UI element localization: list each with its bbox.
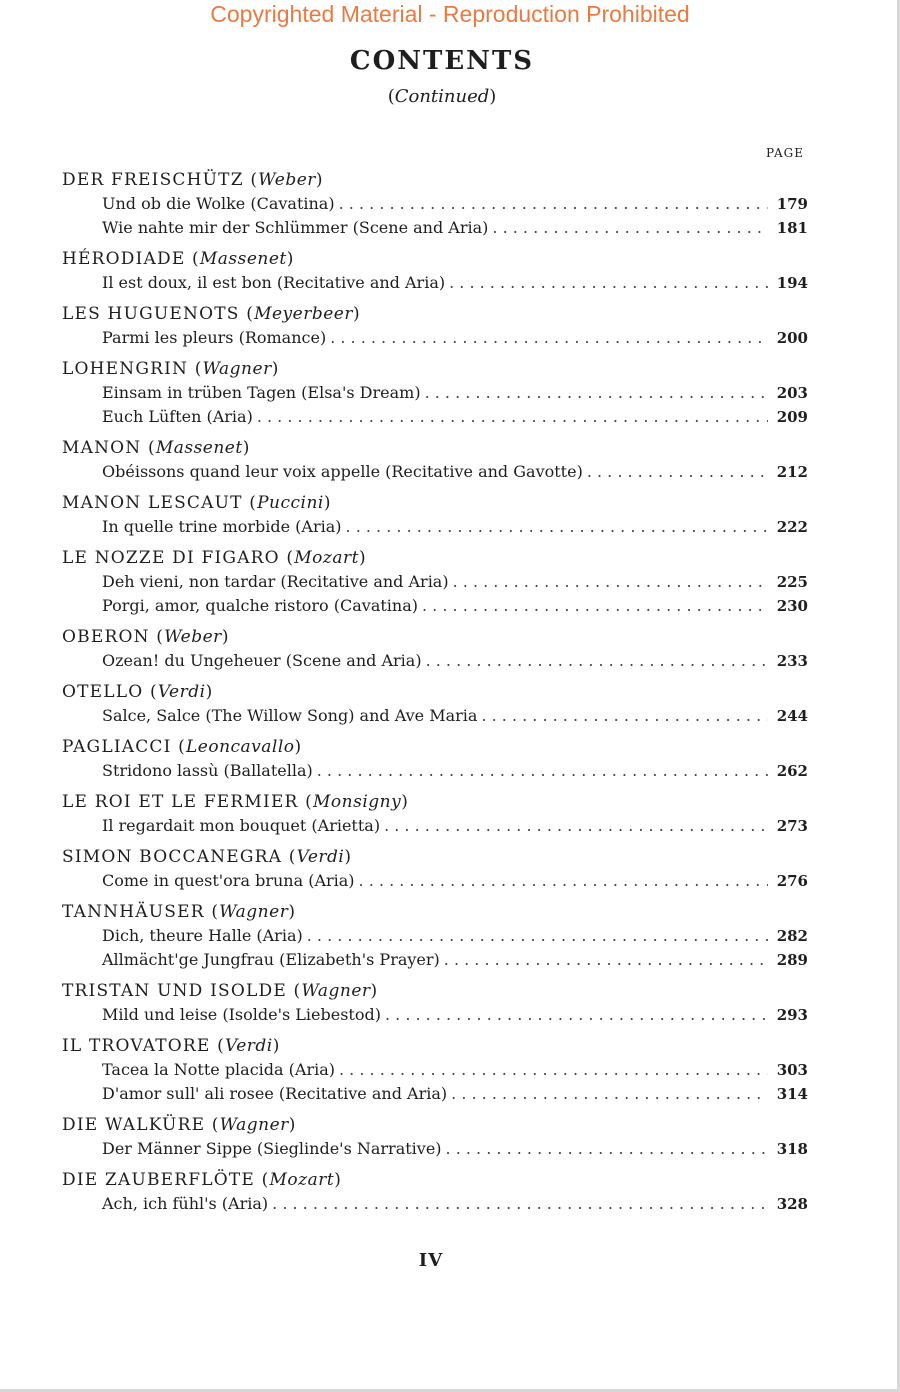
page-number: 230 [776, 597, 808, 615]
piece-row [62, 460, 808, 484]
composer-name: Verdi [157, 682, 206, 702]
piece-title: Der Männer Sippe (Sieglinde's Narrative) [102, 1139, 442, 1158]
page-column-header: PAGE [766, 146, 804, 160]
contents-entry [62, 625, 808, 673]
piece-row [62, 948, 808, 972]
dot-leader [385, 1003, 768, 1027]
piece-title: Stridono lassù (Ballatella) [102, 761, 313, 780]
piece-title: Come in quest'ora bruna (Aria) [102, 871, 355, 890]
piece-row [62, 759, 808, 783]
composer-name: Massenet [199, 249, 287, 269]
contents-entry [62, 168, 808, 240]
opera-heading: LE ROI ET LE FERMIER (Monsigny) [62, 792, 410, 812]
opera-heading: TRISTAN UND ISOLDE (Wagner) [62, 981, 379, 1001]
composer-name: Massenet [155, 438, 243, 458]
piece-title: Parmi les pleurs (Romance) [102, 328, 327, 347]
dot-leader [346, 515, 768, 539]
piece-row [62, 216, 808, 240]
piece-title: Il est doux, il est bon (Recitative and Aria) [102, 273, 446, 292]
dot-leader [449, 271, 768, 295]
page-number: 318 [776, 1140, 808, 1158]
contents-entry [62, 735, 808, 783]
opera-title: OBERON [62, 627, 150, 647]
piece-row [62, 570, 808, 594]
piece-row [62, 1082, 808, 1106]
page-number: 293 [776, 1006, 808, 1024]
piece-row [62, 704, 808, 728]
composer-name: Leoncavallo [185, 737, 295, 757]
opera-heading: DER FREISCHÜTZ (Weber) [62, 170, 324, 190]
piece-title: In quelle trine morbide (Aria) [102, 517, 342, 536]
opera-title: OTELLO [62, 682, 144, 702]
piece-row [62, 594, 808, 618]
contents-entry [62, 357, 808, 429]
opera-heading: DIE ZAUBERFLÖTE (Mozart) [62, 1170, 343, 1190]
piece-title: Euch Lüften (Aria) [102, 407, 253, 426]
piece-title: Obéissons quand leur voix appelle (Recitative and Gavotte) [102, 462, 583, 481]
opera-heading: HÉRODIADE (Massenet) [62, 249, 295, 269]
opera-heading: LE NOZZE DI FIGARO (Mozart) [62, 548, 367, 568]
contents-entry [62, 790, 808, 838]
page-number: 181 [776, 219, 808, 237]
opera-heading: OBERON (Weber) [62, 627, 230, 647]
dot-leader [384, 814, 768, 838]
contents-entry [62, 491, 808, 539]
piece-row [62, 515, 808, 539]
page-number: 262 [776, 762, 808, 780]
copyright-watermark: Copyrighted Material - Reproduction Prohibited [210, 1, 690, 27]
piece-title: Dich, theure Halle (Aria) [102, 926, 303, 945]
piece-row [62, 924, 808, 948]
page-number: 225 [776, 573, 808, 591]
piece-row [62, 192, 808, 216]
dot-leader [451, 1082, 768, 1106]
opera-title: DER FREISCHÜTZ [62, 170, 244, 190]
page-number: 276 [776, 872, 808, 890]
piece-title: Einsam in trüben Tagen (Elsa's Dream) [102, 383, 421, 402]
subtitle-text: Continued [394, 86, 490, 107]
page-number: 212 [776, 463, 808, 481]
composer-name: Puccini [257, 493, 324, 513]
dot-leader [481, 704, 768, 728]
opera-title: TANNHÄUSER [62, 902, 205, 922]
composer-name: Mozart [269, 1170, 335, 1190]
piece-title: Tacea la Notte placida (Aria) [102, 1060, 335, 1079]
piece-row [62, 271, 808, 295]
dot-leader [453, 570, 768, 594]
piece-title: Deh vieni, non tardar (Recitative and Aria) [102, 572, 449, 591]
page-number: 314 [776, 1085, 808, 1103]
opera-heading: DIE WALKÜRE (Wagner) [62, 1115, 297, 1135]
opera-title: IL TROVATORE [62, 1036, 211, 1056]
opera-heading: TANNHÄUSER (Wagner) [62, 902, 297, 922]
piece-row [62, 1192, 808, 1216]
page-number: 244 [776, 707, 808, 725]
page-title: CONTENTS [349, 46, 535, 76]
contents-list [62, 168, 808, 1223]
opera-heading: MANON LESCAUT (Puccini) [62, 493, 332, 513]
opera-heading: LOHENGRIN (Wagner) [62, 359, 280, 379]
page-number: 200 [776, 329, 808, 347]
dot-leader [272, 1192, 768, 1216]
page-subtitle: (Continued) [387, 86, 497, 107]
opera-title: SIMON BOCCANEGRA [62, 847, 283, 867]
dot-leader [426, 649, 768, 673]
piece-title: Allmächt'ge Jungfrau (Elizabeth's Prayer) [102, 950, 440, 969]
dot-leader [587, 460, 768, 484]
dot-leader [257, 405, 768, 429]
dot-leader [446, 1137, 768, 1161]
composer-name: Weber [164, 627, 222, 647]
piece-title: Und ob die Wolke (Cavatina) [102, 194, 335, 213]
piece-row [62, 381, 808, 405]
piece-title: Wie nahte mir der Schlümmer (Scene and Aria) [102, 218, 489, 237]
piece-row [62, 649, 808, 673]
dot-leader [492, 216, 768, 240]
contents-entry [62, 436, 808, 484]
opera-heading: IL TROVATORE (Verdi) [62, 1036, 281, 1056]
opera-title: LES HUGUENOTS [62, 304, 240, 324]
page-number: 328 [776, 1195, 808, 1213]
composer-name: Monsigny [313, 792, 402, 812]
page-number: 233 [776, 652, 808, 670]
opera-title: PAGLIACCI [62, 737, 172, 757]
page-folio: IV [418, 1250, 444, 1271]
page-number: 203 [776, 384, 808, 402]
piece-title: Ach, ich fühl's (Aria) [102, 1194, 269, 1213]
composer-name: Verdi [296, 847, 345, 867]
dot-leader [359, 869, 768, 893]
composer-name: Wagner [219, 902, 289, 922]
dot-leader [339, 1058, 768, 1082]
piece-title: Porgi, amor, qualche ristoro (Cavatina) [102, 596, 418, 615]
contents-entry [62, 1113, 808, 1161]
contents-entry [62, 1034, 808, 1106]
piece-title: Mild und leise (Isolde's Liebestod) [102, 1005, 381, 1024]
piece-row [62, 326, 808, 350]
piece-row [62, 1003, 808, 1027]
piece-title: Il regardait mon bouquet (Arietta) [102, 816, 381, 835]
opera-heading: LES HUGUENOTS (Meyerbeer) [62, 304, 361, 324]
dot-leader [317, 759, 768, 783]
contents-entry [62, 1168, 808, 1216]
composer-name: Verdi [224, 1036, 273, 1056]
composer-name: Meyerbeer [254, 304, 353, 324]
piece-row [62, 814, 808, 838]
dot-leader [307, 924, 768, 948]
contents-entry [62, 302, 808, 350]
page-number: 282 [776, 927, 808, 945]
composer-name: Mozart [294, 548, 359, 568]
dot-leader [444, 948, 768, 972]
opera-title: MANON LESCAUT [62, 493, 243, 513]
piece-row [62, 405, 808, 429]
piece-title: Salce, Salce (The Willow Song) and Ave Maria [102, 706, 478, 725]
composer-name: Wagner [301, 981, 371, 1001]
page-number: 194 [776, 274, 808, 292]
opera-title: DIE ZAUBERFLÖTE [62, 1170, 256, 1190]
dot-leader [339, 192, 768, 216]
opera-title: DIE WALKÜRE [62, 1115, 206, 1135]
opera-heading: OTELLO (Verdi) [62, 682, 214, 702]
opera-title: MANON [62, 438, 142, 458]
contents-entry [62, 845, 808, 893]
composer-name: Wagner [202, 359, 272, 379]
dot-leader [425, 381, 768, 405]
page-number: 289 [776, 951, 808, 969]
page-number: 303 [776, 1061, 808, 1079]
opera-title: LOHENGRIN [62, 359, 189, 379]
page-number: 273 [776, 817, 808, 835]
contents-entry [62, 680, 808, 728]
piece-title: D'amor sull' ali rosee (Recitative and Aria) [102, 1084, 448, 1103]
contents-entry [62, 546, 808, 618]
contents-entry [62, 979, 808, 1027]
composer-name: Weber [258, 170, 316, 190]
contents-entry [62, 900, 808, 972]
opera-title: HÉRODIADE [62, 249, 186, 269]
opera-heading: SIMON BOCCANEGRA (Verdi) [62, 847, 353, 867]
piece-row [62, 869, 808, 893]
dot-leader [422, 594, 768, 618]
contents-entry [62, 247, 808, 295]
opera-title: LE NOZZE DI FIGARO [62, 548, 280, 568]
piece-row [62, 1058, 808, 1082]
composer-name: Wagner [219, 1115, 289, 1135]
dot-leader [330, 326, 768, 350]
opera-heading: MANON (Massenet) [62, 438, 251, 458]
piece-title: Ozean! du Ungeheuer (Scene and Aria) [102, 651, 422, 670]
opera-heading: PAGLIACCI (Leoncavallo) [62, 737, 303, 757]
page-number: 209 [776, 408, 808, 426]
piece-row [62, 1137, 808, 1161]
page-number: 222 [776, 518, 808, 536]
page-number: 179 [776, 195, 808, 213]
opera-title: LE ROI ET LE FERMIER [62, 792, 299, 812]
opera-title: TRISTAN UND ISOLDE [62, 981, 287, 1001]
